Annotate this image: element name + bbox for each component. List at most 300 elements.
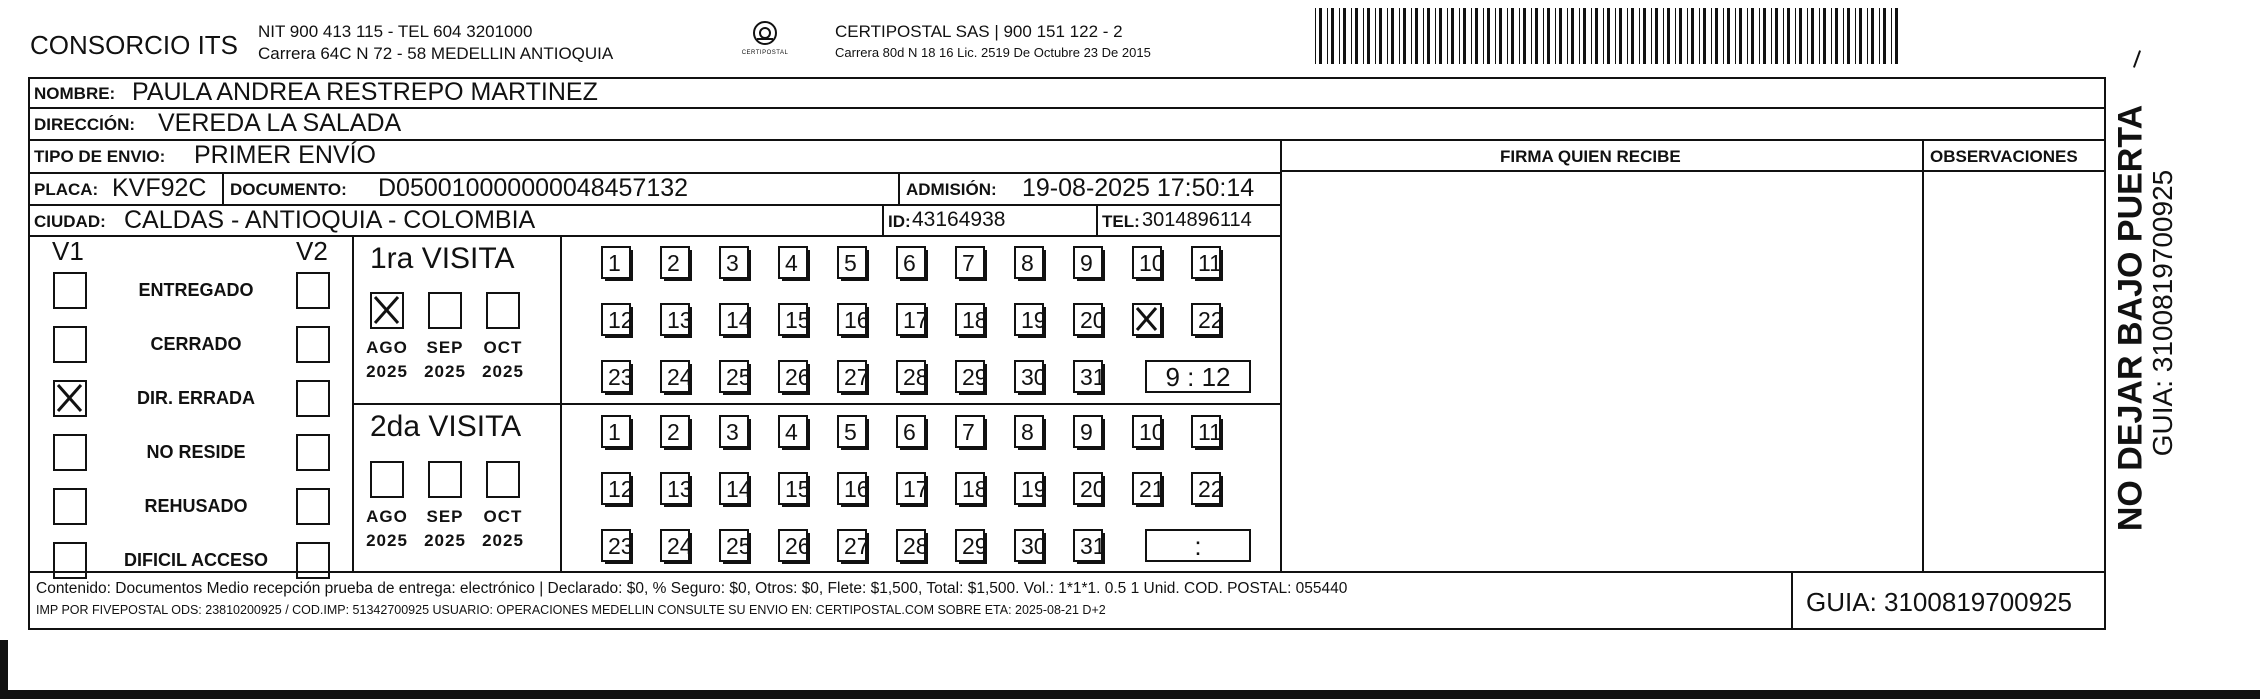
day-box[interactable]: [1014, 303, 1047, 336]
day-box[interactable]: [778, 360, 811, 393]
footer-divider: [28, 571, 2106, 573]
barcode-bar: [1823, 8, 1826, 64]
day-number: 9: [1080, 419, 1093, 445]
month-label: SEP: [426, 338, 464, 357]
day-box[interactable]: [955, 360, 988, 393]
day-number: 31: [1080, 364, 1106, 390]
barcode-bar: [1867, 8, 1868, 64]
month-checkbox[interactable]: [486, 461, 520, 498]
id-label: ID:: [888, 212, 911, 231]
day-number: 26: [785, 533, 811, 559]
day-box[interactable]: [1014, 529, 1047, 562]
corner-mark: [2133, 50, 2141, 68]
barcode-bar: [1715, 8, 1718, 64]
day-box[interactable]: [601, 246, 631, 279]
day-box[interactable]: [837, 529, 870, 562]
day-box[interactable]: [660, 472, 693, 505]
day-number: 2: [667, 250, 680, 276]
year-label: 2025: [424, 531, 466, 550]
day-box[interactable]: [719, 415, 749, 448]
scan-bottom-edge: [0, 690, 2260, 699]
company-name: CONSORCIO ITS: [30, 30, 239, 60]
cell-divider: [898, 172, 900, 204]
day-box[interactable]: [1132, 303, 1162, 336]
barcode-bar: [1463, 8, 1466, 64]
v2-checkbox[interactable]: [296, 380, 330, 417]
day-box[interactable]: [1073, 472, 1106, 505]
direccion-label: DIRECCIÓN:: [34, 115, 136, 134]
barcode-bar: [1495, 8, 1496, 64]
barcode-bar: [1351, 8, 1352, 64]
day-number: 27: [844, 364, 870, 390]
cell-divider: [882, 204, 884, 235]
barcode-bar: [1559, 8, 1562, 64]
day-number: 30: [1021, 364, 1047, 390]
day-number: 15: [785, 476, 811, 502]
day-box[interactable]: [1132, 246, 1165, 279]
signature-header-divider: [1280, 170, 2106, 172]
barcode-bar: [1391, 8, 1394, 64]
barcode-bar: [1879, 8, 1880, 64]
day-box[interactable]: [837, 472, 870, 505]
day-number: 30: [1021, 533, 1047, 559]
barcode-bar: [1787, 8, 1790, 64]
observaciones-left-border: [1922, 139, 1924, 571]
barcode-bar: [1763, 8, 1766, 64]
ciudad-value: CALDAS - ANTIOQUIA - COLOMBIA: [124, 206, 536, 234]
visit-row-divider: [352, 403, 1280, 405]
day-number: 18: [962, 307, 988, 333]
footer-guia: GUIA: 3100819700925: [1806, 587, 2072, 617]
barcode-bar: [1735, 8, 1736, 64]
signature-left-border: [1280, 139, 1282, 571]
day-box[interactable]: [955, 415, 985, 448]
cell-divider: [1096, 204, 1098, 235]
barcode-bar: [1643, 8, 1646, 64]
barcode-bar: [1531, 8, 1532, 64]
year-label: 2025: [482, 362, 524, 381]
barcode-bar: [1483, 8, 1484, 64]
day-box[interactable]: [1073, 415, 1103, 448]
company-nit-line: NIT 900 413 115 - TEL 604 3201000: [258, 22, 533, 41]
barcode-bar: [1699, 8, 1700, 64]
no-dejar-bajo-puerta: NO DEJAR BAJO PUERTA: [2111, 104, 2150, 532]
barcode-bar: [1835, 8, 1838, 64]
barcode-bar: [1871, 8, 1874, 64]
barcode-bar: [1439, 8, 1442, 64]
day-number: 17: [903, 476, 929, 502]
year-label: 2025: [366, 362, 408, 381]
day-number: 7: [962, 250, 975, 276]
frame-right-border: [2104, 77, 2106, 630]
day-number: 2: [667, 419, 680, 445]
barcode-bar: [1403, 8, 1406, 64]
documento-value: D050010000000048457132: [378, 174, 689, 202]
day-number: 28: [903, 533, 929, 559]
day-number: 24: [667, 364, 693, 390]
day-box[interactable]: [778, 529, 811, 562]
day-box[interactable]: [719, 246, 749, 279]
barcode-bar: [1847, 8, 1850, 64]
year-label: 2025: [366, 531, 408, 550]
day-number: 28: [903, 364, 929, 390]
day-box[interactable]: [1014, 246, 1044, 279]
day-box[interactable]: [660, 246, 690, 279]
barcode-bar: [1607, 8, 1610, 64]
day-number: 20: [1080, 476, 1106, 502]
day-number: 21: [1139, 476, 1165, 502]
barcode-bar: [1583, 8, 1586, 64]
side-guia: GUIA: 3100819700925: [2147, 169, 2178, 457]
day-box[interactable]: [1073, 529, 1106, 562]
month-checkbox[interactable]: [428, 461, 462, 498]
barcode-bar: [1855, 8, 1856, 64]
barcode-bar: [1451, 8, 1454, 64]
nombre-label: NOMBRE:: [34, 84, 116, 103]
v1-checkbox[interactable]: [53, 272, 87, 309]
month-checkbox[interactable]: [370, 292, 404, 329]
day-box[interactable]: [1191, 472, 1224, 505]
observaciones-label: OBSERVACIONES: [1930, 147, 2078, 166]
barcode-bar: [1771, 8, 1772, 64]
day-box[interactable]: [719, 472, 752, 505]
barcode-bar: [1543, 8, 1544, 64]
day-box[interactable]: [1132, 415, 1165, 448]
day-number: 25: [726, 533, 752, 559]
barcode-bar: [1811, 8, 1814, 64]
day-number: 17: [903, 307, 929, 333]
day-box[interactable]: [660, 303, 693, 336]
day-box[interactable]: [778, 472, 811, 505]
barcode-bar: [1555, 8, 1556, 64]
day-box[interactable]: [778, 246, 808, 279]
day-box[interactable]: [837, 415, 867, 448]
barcode-bar: [1795, 8, 1796, 64]
day-number: 3: [726, 250, 739, 276]
day-number: 6: [903, 250, 916, 276]
day-box[interactable]: [896, 415, 926, 448]
day-box[interactable]: [955, 472, 988, 505]
day-number: 15: [785, 307, 811, 333]
status-label: REHUSADO: [144, 496, 248, 516]
day-number: 4: [785, 419, 798, 445]
month-checkbox[interactable]: [486, 292, 520, 329]
barcode-bar: [1663, 8, 1664, 64]
day-box[interactable]: [1073, 246, 1103, 279]
barcode-bar: [1523, 8, 1526, 64]
day-box[interactable]: [601, 303, 634, 336]
cell-divider: [222, 172, 224, 204]
barcode-bar: [1571, 8, 1574, 64]
logo-caption: CERTIPOSTAL: [741, 50, 789, 56]
barcode-bar: [1895, 8, 1898, 64]
day-box[interactable]: [1073, 303, 1106, 336]
month-checkbox[interactable]: [428, 292, 462, 329]
barcode-bar: [1363, 8, 1364, 64]
day-box[interactable]: [955, 529, 988, 562]
barcode-bar: [1487, 8, 1490, 64]
day-number: 10: [1139, 419, 1165, 445]
day-box[interactable]: [719, 529, 752, 562]
direccion-value: VEREDA LA SALADA: [158, 109, 402, 137]
day-box[interactable]: [837, 246, 867, 279]
barcode-bar: [1727, 8, 1730, 64]
day-number: 7: [962, 419, 975, 445]
month-checkbox[interactable]: [370, 461, 404, 498]
day-box[interactable]: [1191, 415, 1221, 448]
barcode-bar: [1343, 8, 1346, 64]
barcode-bar: [1567, 8, 1568, 64]
barcode-bar: [1459, 8, 1460, 64]
barcode-bar: [1843, 8, 1844, 64]
barcode-bar: [1499, 8, 1502, 64]
v2-checkbox[interactable]: [296, 326, 330, 363]
barcode-bar: [1375, 8, 1376, 64]
day-number: 29: [962, 533, 988, 559]
certipostal-logo: [735, 18, 795, 64]
barcode-bar: [1423, 8, 1424, 64]
v2-checkbox[interactable]: [296, 488, 330, 525]
v1-checkbox[interactable]: [53, 542, 87, 579]
barcode-bar: [1703, 8, 1706, 64]
day-number: 11: [1198, 419, 1222, 445]
documento-label: DOCUMENTO:: [230, 180, 347, 199]
day-box[interactable]: [896, 303, 929, 336]
barcode-bar: [1507, 8, 1508, 64]
day-box[interactable]: [1014, 472, 1047, 505]
tipo-envio-label: TIPO DE ENVIO:: [34, 147, 166, 166]
day-box[interactable]: [1191, 303, 1224, 336]
day-box[interactable]: [601, 360, 634, 393]
day-number: 1: [608, 419, 621, 445]
day-number: 6: [903, 419, 916, 445]
month-label: AGO: [366, 507, 408, 526]
barcode-bar: [1831, 8, 1832, 64]
day-box[interactable]: [955, 303, 988, 336]
tel-value: 3014896114: [1142, 209, 1252, 231]
day-number: 10: [1139, 250, 1165, 276]
day-number: 19: [1021, 476, 1047, 502]
day-box[interactable]: [778, 303, 811, 336]
barcode-bar: [1427, 8, 1430, 64]
barcode-bar: [1667, 8, 1670, 64]
v2-checkbox[interactable]: [296, 434, 330, 471]
barcode-bar: [1691, 8, 1694, 64]
row-divider: [28, 235, 1280, 237]
barcode-bar: [1619, 8, 1622, 64]
day-box[interactable]: [837, 303, 870, 336]
v1-header: V1: [52, 236, 84, 266]
barcode-bar: [1627, 8, 1628, 64]
day-number: 23: [608, 364, 634, 390]
barcode-bar: [1511, 8, 1514, 64]
status-label: CERRADO: [150, 334, 242, 354]
scan-left-edge: [0, 640, 8, 699]
barcode-bar: [1399, 8, 1400, 64]
barcode-bar: [1579, 8, 1580, 64]
day-box[interactable]: [601, 529, 634, 562]
barcode-bar: [1819, 8, 1820, 64]
day-box[interactable]: [837, 360, 870, 393]
barcode-bar: [1327, 8, 1328, 64]
barcode-bar: [1679, 8, 1682, 64]
barcode-bar: [1339, 8, 1340, 64]
day-number: 9: [1080, 250, 1093, 276]
imp-line: IMP POR FIVEPOSTAL ODS: 23810200925 / COD.IMP: 51342700925 USUARIO: OPERACIONES MEDELLIN CONSULTE SU ENVIO EN: CERTIPOSTAL.COM SOBRE ETA: 2025-08-21 D+2: [36, 603, 1106, 617]
day-number: 5: [844, 250, 857, 276]
barcode-bar: [1415, 8, 1418, 64]
status-label: DIR. ERRADA: [136, 388, 255, 408]
visit1-title: 1ra VISITA: [370, 242, 515, 275]
barcode-bar: [1651, 8, 1652, 64]
barcode-bar: [1859, 8, 1862, 64]
ciudad-label: CIUDAD:: [34, 212, 106, 231]
day-box[interactable]: [1014, 360, 1047, 393]
x-mark-icon: [55, 382, 85, 415]
day-box[interactable]: [896, 360, 929, 393]
v1-checkbox[interactable]: [53, 326, 87, 363]
day-number: 16: [844, 476, 870, 502]
status-label: ENTREGADO: [138, 280, 254, 300]
day-number: 19: [1021, 307, 1047, 333]
barcode-bar: [1807, 8, 1808, 64]
barcode-bar: [1675, 8, 1676, 64]
barcode-bar: [1739, 8, 1742, 64]
barcode-bar: [1319, 8, 1322, 64]
certipostal-nit-line: CERTIPOSTAL SAS | 900 151 122 - 2: [835, 22, 1123, 41]
barcode-bar: [1799, 8, 1802, 64]
placa-label: PLACA:: [34, 180, 99, 199]
day-number: 1: [608, 250, 621, 276]
barcode-bar: [1379, 8, 1382, 64]
x-mark-icon: [1134, 305, 1160, 334]
day-number: 26: [785, 364, 811, 390]
barcode-bar: [1751, 8, 1754, 64]
barcode-bar: [1711, 8, 1712, 64]
day-box[interactable]: [1073, 360, 1106, 393]
day-number: 23: [608, 533, 634, 559]
day-number: 22: [1198, 307, 1224, 333]
barcode-bar: [1883, 8, 1886, 64]
placa-value: KVF92C: [112, 174, 207, 202]
status-label: NO RESIDE: [146, 442, 246, 462]
barcode-bar: [1411, 8, 1412, 64]
day-box[interactable]: [601, 472, 634, 505]
day-box[interactable]: [1014, 415, 1044, 448]
month-label: SEP: [426, 507, 464, 526]
company-address-line: Carrera 64C N 72 - 58 MEDELLIN ANTIOQUIA: [258, 44, 614, 63]
barcode: [1313, 8, 1908, 64]
barcode-bar: [1435, 8, 1436, 64]
day-number: 14: [726, 476, 752, 502]
day-box[interactable]: [896, 246, 926, 279]
v1-checkbox[interactable]: [53, 488, 87, 525]
barcode-bar: [1615, 8, 1616, 64]
barcode-bar: [1315, 8, 1316, 64]
barcode-bar: [1759, 8, 1760, 64]
day-number: 8: [1021, 250, 1034, 276]
barcode-bar: [1723, 8, 1724, 64]
barcode-bar: [1387, 8, 1388, 64]
day-number: 12: [608, 307, 634, 333]
day-number: 18: [962, 476, 988, 502]
v2-checkbox[interactable]: [296, 272, 330, 309]
day-box[interactable]: [778, 415, 808, 448]
v1-checkbox[interactable]: [53, 380, 87, 417]
x-mark-icon: [372, 294, 402, 327]
day-box[interactable]: [601, 415, 631, 448]
barcode-bar: [1747, 8, 1748, 64]
day-box[interactable]: [1132, 472, 1165, 505]
day-box[interactable]: [896, 529, 929, 562]
barcode-bar: [1331, 8, 1334, 64]
admision-value: 19-08-2025 17:50:14: [1022, 174, 1255, 202]
day-number: 20: [1080, 307, 1106, 333]
day-box[interactable]: [719, 360, 752, 393]
barcode-bar: [1367, 8, 1370, 64]
barcode-bar: [1595, 8, 1598, 64]
v1-checkbox[interactable]: [53, 434, 87, 471]
v2-header: V2: [296, 236, 328, 266]
day-number: 31: [1080, 533, 1106, 559]
visit2-title: 2da VISITA: [370, 410, 522, 443]
day-box[interactable]: [896, 472, 929, 505]
barcode-bar: [1631, 8, 1634, 64]
barcode-bar: [1447, 8, 1448, 64]
barcode-bar: [1775, 8, 1778, 64]
day-number: 16: [844, 307, 870, 333]
barcode-bar: [1535, 8, 1538, 64]
day-number: 25: [726, 364, 752, 390]
day-number: 14: [726, 307, 752, 333]
day-number: 13: [667, 476, 693, 502]
year-label: 2025: [482, 531, 524, 550]
barcode-bar: [1355, 8, 1358, 64]
year-label: 2025: [424, 362, 466, 381]
barcode-bar: [1519, 8, 1520, 64]
day-box[interactable]: [1191, 246, 1221, 279]
tipo-envio-value: PRIMER ENVÍO: [194, 141, 376, 169]
day-box[interactable]: [719, 303, 752, 336]
day-number: 12: [608, 476, 634, 502]
month-label: OCT: [483, 338, 523, 357]
day-box[interactable]: [660, 360, 693, 393]
footer-guia-divider: [1791, 571, 1793, 630]
time-field[interactable]: :: [1145, 529, 1251, 562]
day-box[interactable]: [660, 529, 693, 562]
day-number: 11: [1198, 250, 1222, 276]
day-number: 3: [726, 419, 739, 445]
barcode-bar: [1783, 8, 1784, 64]
barcode-bar: [1655, 8, 1658, 64]
month-label: OCT: [483, 507, 523, 526]
admision-label: ADMISIÓN:: [906, 180, 997, 199]
barcode-bar: [1471, 8, 1472, 64]
day-number: 22: [1198, 476, 1224, 502]
contenido-line: Contenido: Documentos Medio recepción prueba de entrega: electrónico | Declarado: $0, % Seguro: $0, Otros: $0, Flete: $1,500, Total: $1,500. Vol.: 1*1*1. 0.5 1 Unid. COD. POSTAL: 055440: [36, 580, 1348, 597]
barcode-bar: [1639, 8, 1640, 64]
tel-label: TEL:: [1102, 212, 1140, 231]
day-box[interactable]: [660, 415, 690, 448]
v2-checkbox[interactable]: [296, 542, 330, 579]
time-field[interactable]: 9 : 12: [1145, 360, 1251, 393]
barcode-bar: [1547, 8, 1550, 64]
day-box[interactable]: [955, 246, 985, 279]
firma-label: FIRMA QUIEN RECIBE: [1500, 147, 1681, 166]
day-number: 13: [667, 307, 693, 333]
barcode-bar: [1891, 8, 1892, 64]
status-label: DIFICIL ACCESO: [123, 550, 268, 570]
